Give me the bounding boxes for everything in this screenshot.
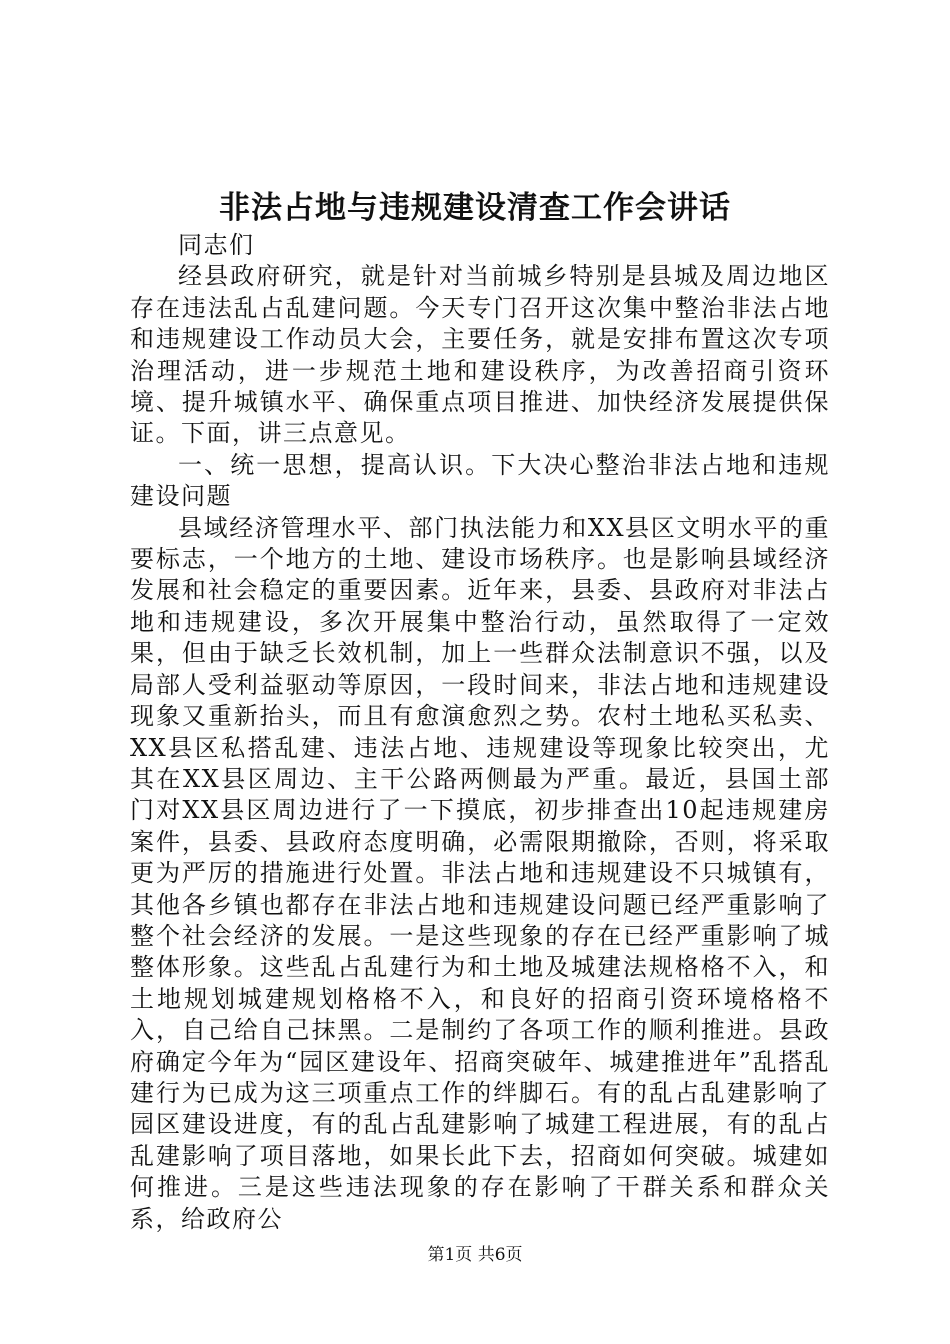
section-heading-paragraph: 一、统一思想，提高认识。下大决心整治非法占地和违规建设问题 — [130, 450, 830, 511]
intro-paragraph: 经县政府研究，就是针对当前城乡特别是县城及周边地区存在违法乱占乱建问题。今天专门召开这次集中整治非法占地和违规建设工作动员大会，主要任务，就是安排布置这次专项治理活动，进一步规范土地和建设秩序，为改善招商引资环境、提升城镇水平、确保重点项目推进、加快经济发展提供保证。下面，讲三点意见。 — [130, 262, 830, 448]
page-footer: 第1页 共6页 — [427, 1245, 523, 1265]
body-paragraph: 县域经济管理水平、部门执法能力和XX县区文明水平的重要标志，一个地方的土地、建设市场秩序。也是影响县域经济发展和社会稳定的重要因素。近年来，县委、县政府对非法占地和违规建设，多次开展集中整治行动，虽然取得了一定效果，但由于缺乏长效机制，加上一些群众法制意识不强，以及局部人受利益驱动等原因，一段时间来，非法占地和违规建设现象又重新抬头，而且有愈演愈烈之势。农村土地私买私卖、XX县区私搭乱建、违法占地、违规建设等现象比较突出，尤其在XX县区周边、主干公路两侧最为严重。最近，县国土部门对XX县区周边进行了一下摸底，初步排查出10起违规建房案件，县委、县政府态度明确，必需限期撤除，否则，将采取更为严厉的措施进行处置。非法占地和违规建设不只城镇有，其他各乡镇也都存在非法占地和违规建设问题已经严重影响了整个社会经济的发展。一是这些现象的存在已经严重影响了城整体形象。这些乱占乱建行为和土地及城建法规格格不入，和土地规划城建规划格格不入，和良好的招商引资环境格格不入，自己给自己抹黑。二是制约了各项工作的顺利推进。县政府确定今年为“园区建设年、招商突破年、城建推进年”乱搭乱建行为已成为这三项重点工作的绊脚石。有的乱占乱建影响了园区建设进度，有的乱占乱建影响了城建工程进展，有的乱占乱建影响了项目落地，如果长此下去，招商如何突破。城建如何推进。三是这些违法现象的存在影响了干群关系和群众关系，给政府公 — [130, 513, 830, 1233]
document-body — [130, 230, 830, 1235]
salutation-paragraph: 同志们 — [178, 231, 255, 259]
document-title: 非法占地与违规建设清查工作会讲话 — [219, 190, 731, 226]
